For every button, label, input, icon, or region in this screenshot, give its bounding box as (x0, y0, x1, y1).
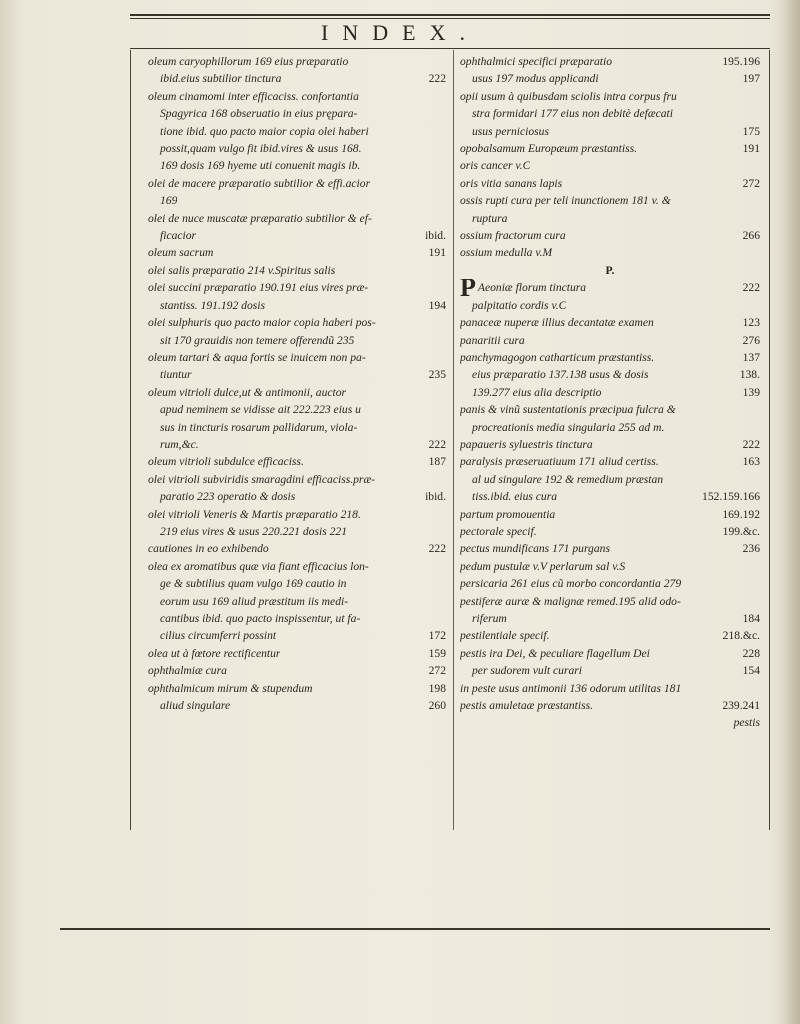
entry-page (754, 105, 760, 122)
entry-text: possit,quam vulgo fit ibid.vires & usus 168. (160, 142, 362, 156)
index-entry (460, 610, 760, 627)
entry-text: olea ex aromatibus quæ via fiant efficacius lon- (148, 559, 369, 573)
entry-text: 169 (160, 194, 178, 208)
entry-text: Spagyrica 168 obseruatio in eius prępara- (160, 107, 358, 121)
entry-text: ossis rupti cura per teli inunctionem 181 v. & (460, 194, 671, 208)
index-entry (460, 593, 760, 610)
entry-text: panis & vinũ sustentationis præcipua fulcra & (460, 403, 676, 417)
index-entry (460, 680, 760, 697)
entry-page: 235 (428, 368, 446, 382)
entry-text: panaceæ nuperæ illius decantatæ examen (460, 316, 654, 330)
index-entry (148, 575, 446, 592)
entry-page (754, 88, 760, 105)
index-entry (460, 157, 760, 174)
entry-text: opii usum à quibusdam sciolis intra corpus fru (460, 89, 677, 103)
index-entry (148, 436, 446, 453)
entry-text: ficacior (160, 229, 197, 243)
entry-page (440, 349, 446, 366)
index-entry (148, 140, 446, 157)
index-entry (460, 332, 760, 349)
entry-text: papaueris syluestris tinctura (460, 437, 593, 451)
entry-text: tiss.ibid. eius cura (472, 490, 558, 504)
entry-text: oleum sacrum (148, 246, 214, 260)
index-entry (148, 610, 446, 627)
entry-page: 123 (742, 316, 760, 330)
header-rule (130, 48, 770, 49)
entry-page (754, 401, 760, 418)
entry-page (754, 419, 760, 436)
entry-page: 138. (739, 368, 760, 382)
index-entry (148, 366, 446, 383)
index-entry (460, 140, 760, 157)
letter-heading: P. (605, 263, 615, 277)
index-entry (460, 506, 760, 523)
top-rule-thin (130, 18, 770, 19)
entry-page: 191 (428, 246, 446, 260)
entry-text: riferum (472, 612, 507, 625)
entry-text: stra formidari 177 eius non debitè defæcati (472, 107, 673, 121)
entry-text: rum,&c. (160, 437, 199, 451)
index-entry (148, 488, 446, 505)
entry-text: Aeoniæ florum tinctura (477, 281, 587, 295)
entry-text: oleum vitrioli dulce,ut & antimonii, auctor (148, 385, 347, 399)
entry-page (440, 140, 446, 157)
entry-page: 139 (742, 385, 760, 399)
index-entry (460, 366, 760, 383)
index-entry (460, 244, 760, 261)
entry-page (440, 523, 446, 540)
page-edge-shadow (782, 0, 800, 1024)
entry-text: oris cancer v.C (460, 159, 531, 173)
entry-text: pectus mundificans 171 purgans (460, 542, 610, 556)
index-entry (148, 471, 446, 488)
entry-text: panaritii cura (460, 333, 525, 347)
index-entry (460, 453, 760, 470)
entry-text: olei de macere præparatio subtilior & effi.acior (148, 176, 371, 190)
index-entry (460, 471, 760, 488)
page-title: INDEX. (321, 20, 479, 45)
entry-page: 195.196 (722, 55, 760, 68)
entry-text: olei de nuce muscatæ præparatio subtilior & ef- (148, 211, 372, 225)
index-entry (460, 227, 760, 244)
entry-page: ibid. (425, 229, 446, 243)
entry-text: olei vitrioli subviridis smaragdini efficaciss.præ- (148, 472, 376, 486)
entry-page: 222 (428, 542, 446, 556)
index-entry (460, 401, 760, 418)
entry-page: 236 (742, 542, 760, 556)
entry-page: 154 (742, 664, 760, 678)
entry-page: 272 (428, 664, 446, 678)
index-entry (148, 680, 446, 697)
entry-text: ge & subtilius quam vulgo 169 cautio in (160, 577, 347, 591)
entry-text: ossium medulla v.M (460, 246, 553, 260)
entry-page: 194 (428, 298, 446, 312)
entry-page: 266 (742, 229, 760, 243)
entry-text: pestis amuletaæ præstantiss. (460, 699, 594, 713)
index-entry (460, 175, 760, 192)
entry-page: 222 (742, 437, 760, 451)
entry-page (754, 558, 760, 575)
index-entry (148, 419, 446, 436)
bottom-rule (60, 928, 770, 930)
index-entry (148, 558, 446, 575)
entry-text: oleum vitrioli subdulce efficaciss. (148, 455, 304, 469)
entry-text: 139.277 eius alia descriptio (472, 385, 602, 399)
entry-page: 260 (428, 699, 446, 713)
entry-text: paralysis præseruatiuum 171 aliud certiss. (460, 455, 659, 469)
entry-page (440, 105, 446, 122)
entry-page: 222 (428, 437, 446, 451)
entry-page (754, 192, 760, 209)
entry-text: ibid.eius subtilior tinctura (160, 72, 282, 86)
index-entry (460, 558, 760, 575)
entry-text: 219 eius vires & usus 220.221 dosis 221 (160, 524, 348, 538)
entry-text: olei vitrioli Veneris & Martis præparatio 218. (148, 507, 361, 521)
entry-page (440, 610, 446, 627)
index-entry (460, 88, 760, 105)
entry-text: olei succini præparatio 190.191 eius vires præ- (148, 281, 369, 295)
entry-text: olei sulphuris quo pacto maior copia haberi pos- (148, 316, 376, 330)
index-entry (460, 123, 760, 140)
entry-text: ophthalmicum mirum & stupendum (148, 681, 313, 695)
entry-text: apud neminem se vidisse ait 222.223 eius u (160, 403, 361, 417)
index-entry (460, 436, 760, 453)
index-entry (148, 349, 446, 366)
index-entry (460, 540, 760, 557)
entry-page (440, 88, 446, 105)
entry-page: 184 (742, 612, 760, 625)
entry-text: pectorale specif. (460, 524, 537, 538)
entry-page: 199.&c. (722, 524, 760, 538)
entry-text: palpitatio cordis v.C (472, 298, 567, 312)
index-entry (148, 244, 446, 261)
entry-text: tione ibid. quo pacto maior copia olei haberi (160, 124, 369, 138)
entry-text: ophthalmici specifici præparatio (460, 55, 612, 68)
entry-page (440, 332, 446, 349)
entry-text: usus 197 modus applicandi (472, 72, 599, 86)
entry-text: oleum cinamomi inter efficaciss. confortantia (148, 89, 359, 103)
index-entry (148, 262, 446, 279)
index-entry (148, 523, 446, 540)
entry-text: panchymagogon catharticum præstantiss. (460, 350, 655, 364)
left-column (148, 53, 446, 714)
entry-text: partum promouentia (460, 507, 556, 521)
entry-page: 172 (428, 629, 446, 643)
entry-page (754, 471, 760, 488)
entry-page (754, 575, 760, 592)
index-entry (148, 453, 446, 470)
entry-page: 198 (428, 681, 446, 695)
index-entry (460, 314, 760, 331)
entry-text: sit 170 grauidis non temere offerendũ 235 (160, 333, 355, 347)
entry-text: eius præparatio 137.138 usus & dosis (472, 368, 649, 382)
entry-page (440, 384, 446, 401)
entry-text: oris vitia sanans lapis (460, 176, 563, 190)
index-entry (148, 506, 446, 523)
index-entry (460, 384, 760, 401)
entry-page: 222 (428, 72, 446, 86)
right-column (460, 53, 760, 732)
index-entry (460, 279, 760, 296)
index-entry (460, 53, 760, 70)
index-entry (460, 575, 760, 592)
entry-text: cilius circumferri possint (160, 629, 277, 643)
entry-page: 163 (742, 455, 760, 469)
index-entry (460, 523, 760, 540)
entry-page (440, 210, 446, 227)
index-entry (148, 401, 446, 418)
entry-page (440, 419, 446, 436)
entry-text: ruptura (472, 211, 508, 225)
entry-page (440, 175, 446, 192)
index-entry (148, 314, 446, 331)
index-entry (148, 593, 446, 610)
index-entry (460, 488, 760, 505)
entry-text: persicaria 261 eius cũ morbo concordantia 279 (460, 577, 682, 591)
entry-page: 152.159.166 (702, 490, 760, 504)
entry-page (440, 471, 446, 488)
entry-page: 239.241 (722, 699, 760, 713)
entry-page (440, 401, 446, 418)
index-entry (460, 297, 760, 314)
index-entry (460, 349, 760, 366)
entry-text: cantibus ibid. quo pacto inspissentur, ut fa- (160, 612, 361, 625)
entry-page (440, 575, 446, 592)
entry-text: olei salis præparatio 214 v.Spiritus salis (148, 263, 336, 277)
index-entry (460, 105, 760, 122)
entry-page: 159 (428, 646, 446, 660)
index-entry (148, 697, 446, 714)
entry-text: pestiferæ auræ & malignæ remed.195 alid odo- (460, 594, 681, 608)
index-entry (148, 540, 446, 557)
index-entry (148, 105, 446, 122)
entry-text: oleum caryophillorum 169 eius præparatio (148, 55, 349, 68)
drop-cap: P (460, 279, 476, 297)
entry-page (754, 680, 760, 697)
index-entry (460, 192, 760, 209)
entry-page: 191 (742, 142, 760, 156)
entry-text: stantiss. 191.192 dosis (160, 298, 266, 312)
index-entry (148, 70, 446, 87)
index-entry (460, 697, 760, 714)
index-entry (460, 627, 760, 644)
entry-text: tiuntur (160, 368, 192, 382)
entry-page: 272 (742, 176, 760, 190)
entry-page: 137 (742, 350, 760, 364)
entry-page (440, 593, 446, 610)
entry-page: ibid. (425, 490, 446, 504)
entry-text: pestis ira Dei, & peculiare flagellum Dei (460, 646, 650, 660)
entry-text: paratio 223 operatio & dosis (160, 490, 296, 504)
entry-text: opobalsamum Europæum præstantiss. (460, 142, 638, 156)
column-divider (453, 50, 454, 830)
top-rule (130, 14, 770, 16)
entry-page: 228 (742, 646, 760, 660)
index-entry (148, 192, 446, 209)
entry-page (440, 279, 446, 296)
entry-text: procreationis media singularia 255 ad m. (472, 420, 665, 434)
index-entry (148, 332, 446, 349)
entry-text: usus perniciosus (472, 124, 549, 138)
entry-text: in peste usus antimonii 136 odorum utilitas 181 (460, 681, 682, 695)
entry-text: pedum pustulæ v.V perlarum sal v.S (460, 559, 626, 573)
index-entry (460, 662, 760, 679)
index-entry (148, 627, 446, 644)
entry-page (754, 157, 760, 174)
entry-text: al ud singulare 192 & remedium præstan (472, 472, 664, 486)
entry-page: 197 (742, 72, 760, 86)
index-entry (148, 645, 446, 662)
entry-page: 276 (742, 333, 760, 347)
entry-page: 222 (742, 281, 760, 295)
index-entry (148, 227, 446, 244)
entry-text: olea ut à fœtore rectificentur (148, 646, 281, 660)
entry-text: 169 dosis 169 hyeme uti conuenit magis ib. (160, 159, 361, 173)
index-entry (148, 53, 446, 70)
entry-text: ossium fractorum cura (460, 229, 566, 243)
entry-page: 175 (742, 124, 760, 138)
entry-page (754, 210, 760, 227)
index-entry (148, 123, 446, 140)
entry-page: 187 (428, 455, 446, 469)
entry-page (440, 123, 446, 140)
index-entry (148, 662, 446, 679)
entry-text: aliud singulare (160, 699, 231, 713)
entry-page (440, 314, 446, 331)
entry-text: eorum usu 169 aliud præstitum iis medi- (160, 594, 349, 608)
index-entry (148, 384, 446, 401)
entry-page (754, 593, 760, 610)
entry-page (440, 53, 446, 70)
index-entry (460, 210, 760, 227)
entry-text: oleum tartari & aqua fortis se inuicem non pa- (148, 350, 366, 364)
entry-page: 169.192 (722, 507, 760, 521)
entry-page (440, 506, 446, 523)
entry-text: per sudorem vult curari (472, 664, 583, 678)
entry-page (754, 244, 760, 261)
index-entry (148, 210, 446, 227)
index-entry (148, 88, 446, 105)
entry-text: cautiones in eo exhibendo (148, 542, 269, 556)
entry-text: ophthalmiæ cura (148, 664, 227, 678)
entry-page (754, 297, 760, 314)
entry-text: sus in tincturis rosarum pallidarum, viola- (160, 420, 358, 434)
index-entry (460, 70, 760, 87)
index-entry (460, 645, 760, 662)
entry-text: pestilentiale specif. (460, 629, 550, 643)
entry-page (440, 157, 446, 174)
index-entry (148, 175, 446, 192)
entry-page (440, 192, 446, 209)
index-entry (148, 157, 446, 174)
index-entry (148, 297, 446, 314)
entry-page (440, 262, 446, 279)
index-entry (460, 419, 760, 436)
entry-page (440, 558, 446, 575)
entry-page: 218.&c. (722, 629, 760, 643)
index-entry (148, 279, 446, 296)
catchword: pestis (733, 716, 760, 730)
